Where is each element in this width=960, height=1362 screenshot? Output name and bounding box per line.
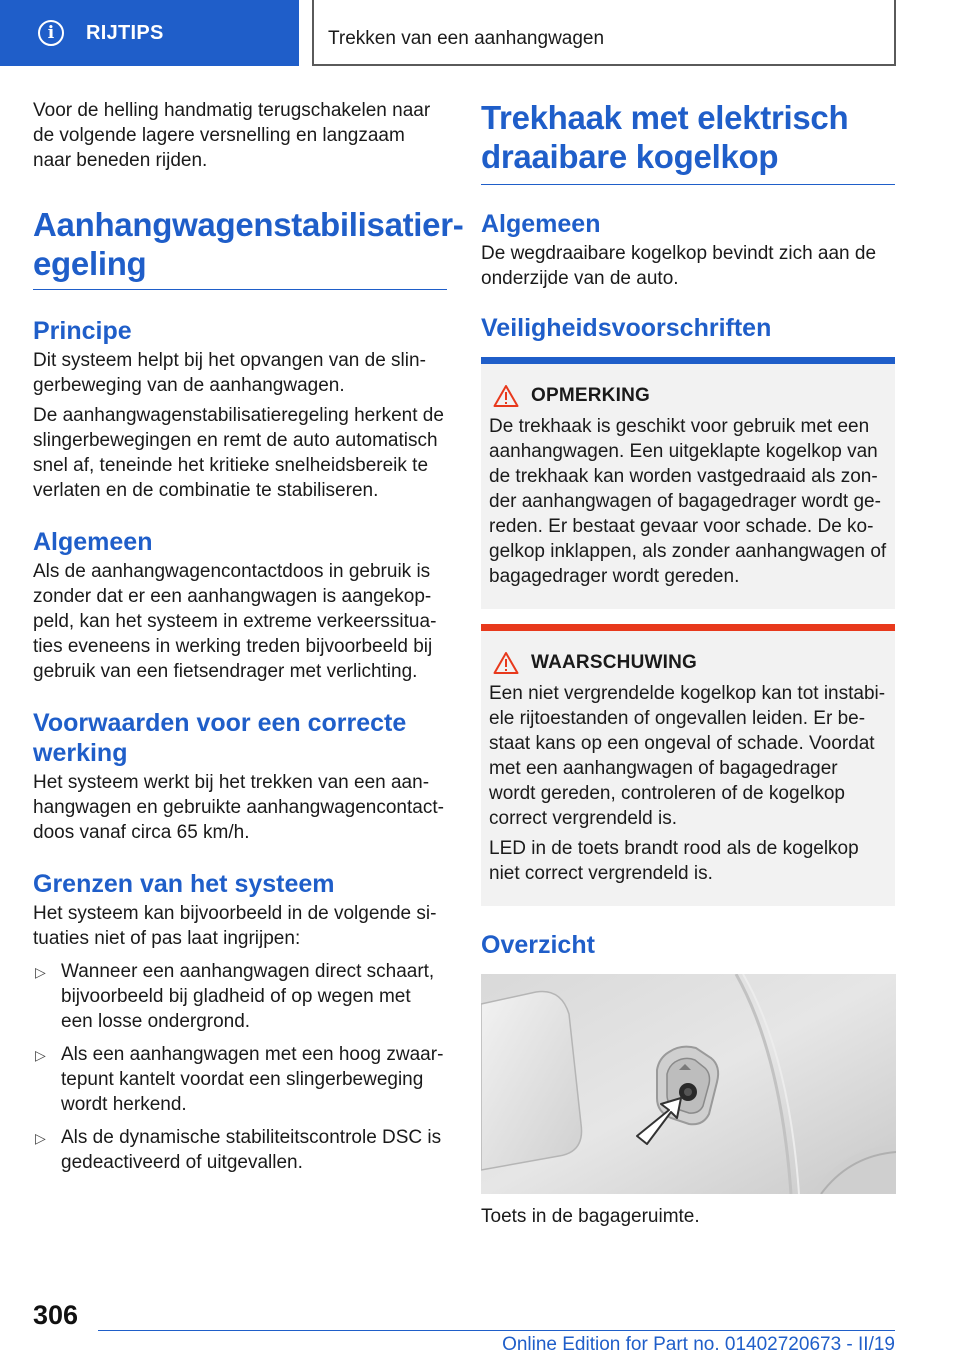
heading-algemeen-left: Algemeen <box>33 528 153 556</box>
list-item <box>33 959 447 1034</box>
notice-box <box>481 357 895 609</box>
heading-algemeen-right: Algemeen <box>481 210 601 238</box>
list-item <box>33 1125 447 1175</box>
algemeen-paragraph-left: Als de aanhangwagencontactdoos in gebruik is zonder dat er een aanhangwagen is aangekoppeld, kan het systeem in extreme verkeerssituaties eveneens in werking treden bijvoorbeeld bij gebruik van een fietsendrager met verlichting. <box>33 561 437 682</box>
voorwaarden-paragraph: Het systeem werkt bij het trekken van een aanhangwagen en gebruikte aanhangwagencontactdoos vanaf circa 65 km/h. <box>33 772 444 843</box>
principe-paragraph-1: Dit systeem helpt bij het opvangen van de slingerbeweging van de aanhangwagen. <box>33 350 426 396</box>
warning-triangle-icon <box>493 651 519 675</box>
algemeen-paragraph-right: De wegdraaibare kogelkop bevindt zich aan de onderzijde van de auto. <box>481 243 877 289</box>
principe-paragraph-2: De aanhangwagenstabilisatieregeling herkent de slingerbewegingen en remt de auto automatisch snel af, teneinde het kritieke snelheidsbereik te verlaten en de combinatie te stabiliseren. <box>33 405 444 501</box>
heading-veiligheid: Veiligheidsvoorschriften <box>481 314 772 342</box>
footer-edition: Online Edition for Part no. 01402720673 - II/19 <box>502 1334 895 1355</box>
heading-principe: Principe <box>33 317 132 345</box>
header-title-box <box>312 0 896 66</box>
list-item-text: Wanneer een aanhangwagen direct schaart, bijvoorbeeld bij gladheid of op wegen met een losse ondergrond. <box>61 961 435 1032</box>
warning-triangle-icon <box>493 384 519 408</box>
warning-label: WAARSCHUWING <box>531 652 697 673</box>
list-item <box>33 1042 447 1117</box>
heading-overzicht: Overzicht <box>481 931 595 959</box>
header-title: Trekken van een aanhangwagen <box>328 28 605 49</box>
warning-header <box>489 651 887 675</box>
warning-box <box>481 624 895 906</box>
notice-header <box>489 384 887 408</box>
trunk-button-photo <box>481 974 896 1194</box>
page-number: 306 <box>33 1300 79 1330</box>
header-section-label: RIJTIPS <box>86 22 164 44</box>
grenzen-paragraph: Het systeem kan bijvoorbeeld in de volgende situaties niet of pas laat ingrijpen: <box>33 903 437 949</box>
list-item-text: Als een aanhangwagen met een hoog zwaartepunt kantelt voordat een slingerbeweging wordt herkend. <box>61 1044 444 1115</box>
photo-caption: Toets in de bagageruimte. <box>481 1206 700 1227</box>
limitations-list <box>33 959 447 1175</box>
triangle-bullet-icon: ▷ <box>35 1047 46 1063</box>
triangle-bullet-icon: ▷ <box>35 1130 46 1146</box>
triangle-bullet-icon: ▷ <box>35 964 46 980</box>
heading-voorwaarden: Voorwaarden voor een correcte werking <box>33 709 407 767</box>
heading-grenzen: Grenzen van het systeem <box>33 870 335 898</box>
list-item-text: Als de dynamische stabiliteitscontrole DSC is gedeactiveerd of uitgevallen. <box>61 1127 442 1173</box>
intro-paragraph: Voor de helling handmatig terugschakelen naar de volgende lagere versnelling en langzaam naar beneden rijden. <box>33 100 431 171</box>
right-column <box>481 98 895 1229</box>
info-circle-icon: i <box>38 20 64 46</box>
warning-text-2: LED in de toets brandt rood als de kogelkop niet correct vergrendeld is. <box>489 838 859 884</box>
notice-label: OPMERKING <box>531 385 650 406</box>
heading-trailer-stability: Aanhangwagenstabilisatieregeling <box>33 205 447 290</box>
heading-tow-hitch: Trekhaak met elektrisch draaibare kogelkop <box>481 98 895 185</box>
trunk-button-illustration <box>481 974 896 1194</box>
header-section-tab <box>0 0 299 66</box>
warning-text-1: Een niet vergrendelde kogelkop kan tot instabiele rijtoestanden of ongevallen leiden. Er bestaat kans op een ongeval of schade. Voordat met een aanhangwagen of bagagedrager wordt gereden, controleren of de kogelkop correct vergrendeld is. <box>489 683 886 829</box>
left-column <box>33 98 464 1175</box>
notice-text: De trekhaak is geschikt voor gebruik met een aanhangwagen. Een uitgeklapte kogelkop van de trekhaak kan worden vastgedraaid als zonder aanhangwagen of bagagedrager wordt gereden. Er bestaat gevaar voor schade. De kogelkop inklappen, als zonder aanhangwagen of bagagedrager wordt gereden. <box>489 416 887 587</box>
